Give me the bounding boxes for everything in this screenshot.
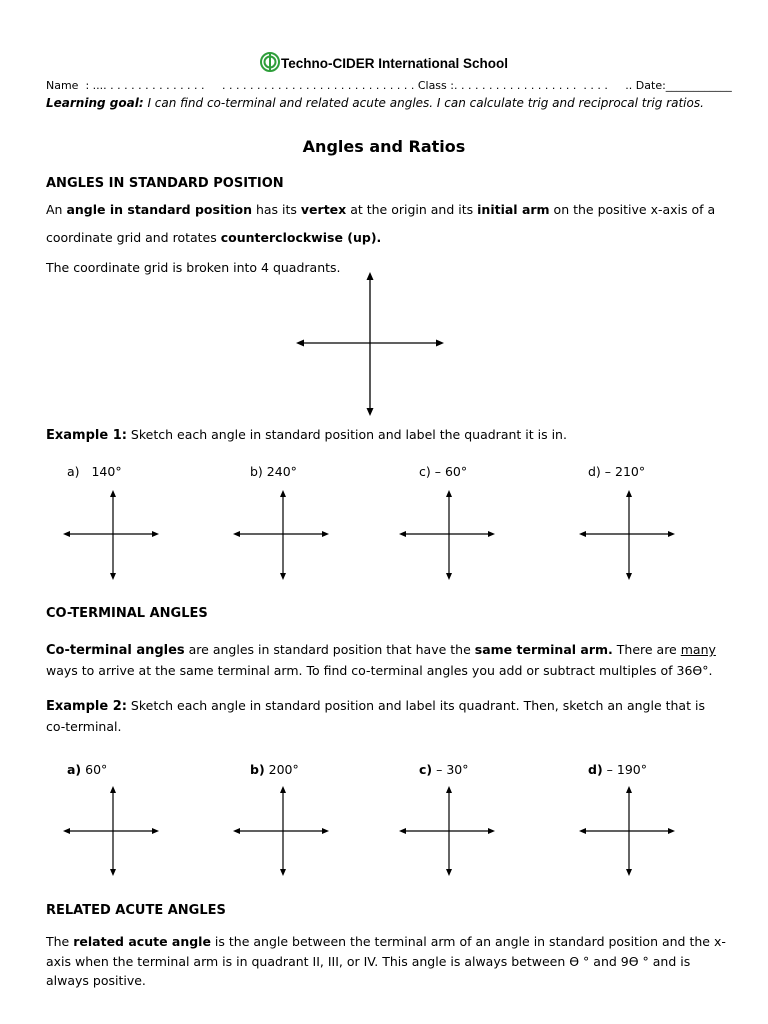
- example1-label: Example 1:: [46, 428, 127, 443]
- example1-item-c: c) – 60°: [419, 464, 468, 479]
- section-heading-standard-position: ANGLES IN STANDARD POSITION: [46, 176, 284, 191]
- learning-goal-label: Learning goal:: [46, 96, 144, 110]
- page-title: Angles and Ratios: [302, 137, 466, 156]
- example2-item-a: a) 60°: [67, 762, 108, 777]
- quadrants-sentence: The coordinate grid is broken into 4 quadrants.: [46, 260, 341, 275]
- learning-goal-text: I can find co-terminal and related acute angles. I can calculate trig and reciprocal trig ratios.: [143, 96, 704, 110]
- coterminal-definition: Co-terminal angles are angles in standard position that have the same terminal arm. There are many ways to arrive at the same terminal arm. To find co-terminal angles you add or subtract multiples of 36ϴ°.: [46, 642, 716, 678]
- section-heading-related-acute: RELATED ACUTE ANGLES: [46, 903, 226, 918]
- name-class-date-line: Name : .... . . . . . . . . . . . . . . . . . . . . . . . . . . . . . . . . . . . . . . . . . . Class :. . . . . . . . . . . . . . . . . . . . . . .. Date:____________: [46, 79, 732, 92]
- coordinate-axes-icon: [579, 786, 675, 876]
- coordinate-axes-icon: [63, 786, 159, 876]
- school-name: Techno-CIDER International School: [280, 56, 508, 71]
- example1-item-d: d) – 210°: [588, 464, 646, 479]
- example2-item-c: c) – 30°: [419, 762, 469, 777]
- coordinate-axes-icon: [63, 490, 159, 580]
- coordinate-axes-icon: [296, 272, 444, 416]
- example2-item-d: d) – 190°: [588, 762, 647, 777]
- example1-item-a: a) 140°: [67, 464, 122, 479]
- coordinate-axes-icon: [579, 490, 675, 580]
- example2-item-b: b) 200°: [250, 762, 299, 777]
- example1-item-b: b) 240°: [250, 464, 297, 479]
- standard-position-definition: An angle in standard position has its vertex at the origin and its initial arm on the positive x-axis of a coordinate grid and rotates counterclockwise (up).: [46, 202, 716, 245]
- example2-instruction: Example 2: Sketch each angle in standard position and label its quadrant. Then, sketch an angle that is co-terminal.: [46, 698, 705, 734]
- example2-label: Example 2:: [46, 699, 127, 714]
- learning-goal: [46, 96, 704, 110]
- school-logo-icon: [260, 52, 280, 75]
- related-acute-definition: The related acute angle is the angle between the terminal arm of an angle in standard position and the x-axis when the terminal arm is in quadrant II, III, or IV. This angle is always between ϴ ° and 9ϴ ° and is always positive.: [46, 934, 726, 988]
- coordinate-axes-icon: [233, 490, 329, 580]
- example1-instruction: Example 1: Sketch each angle in standard position and label the quadrant it is in.: [46, 427, 567, 443]
- coordinate-axes-icon: [233, 786, 329, 876]
- section-heading-coterminal: CO-TERMINAL ANGLES: [46, 606, 208, 621]
- coordinate-axes-icon: [399, 490, 495, 580]
- coordinate-axes-icon: [399, 786, 495, 876]
- school-header: [0, 52, 768, 75]
